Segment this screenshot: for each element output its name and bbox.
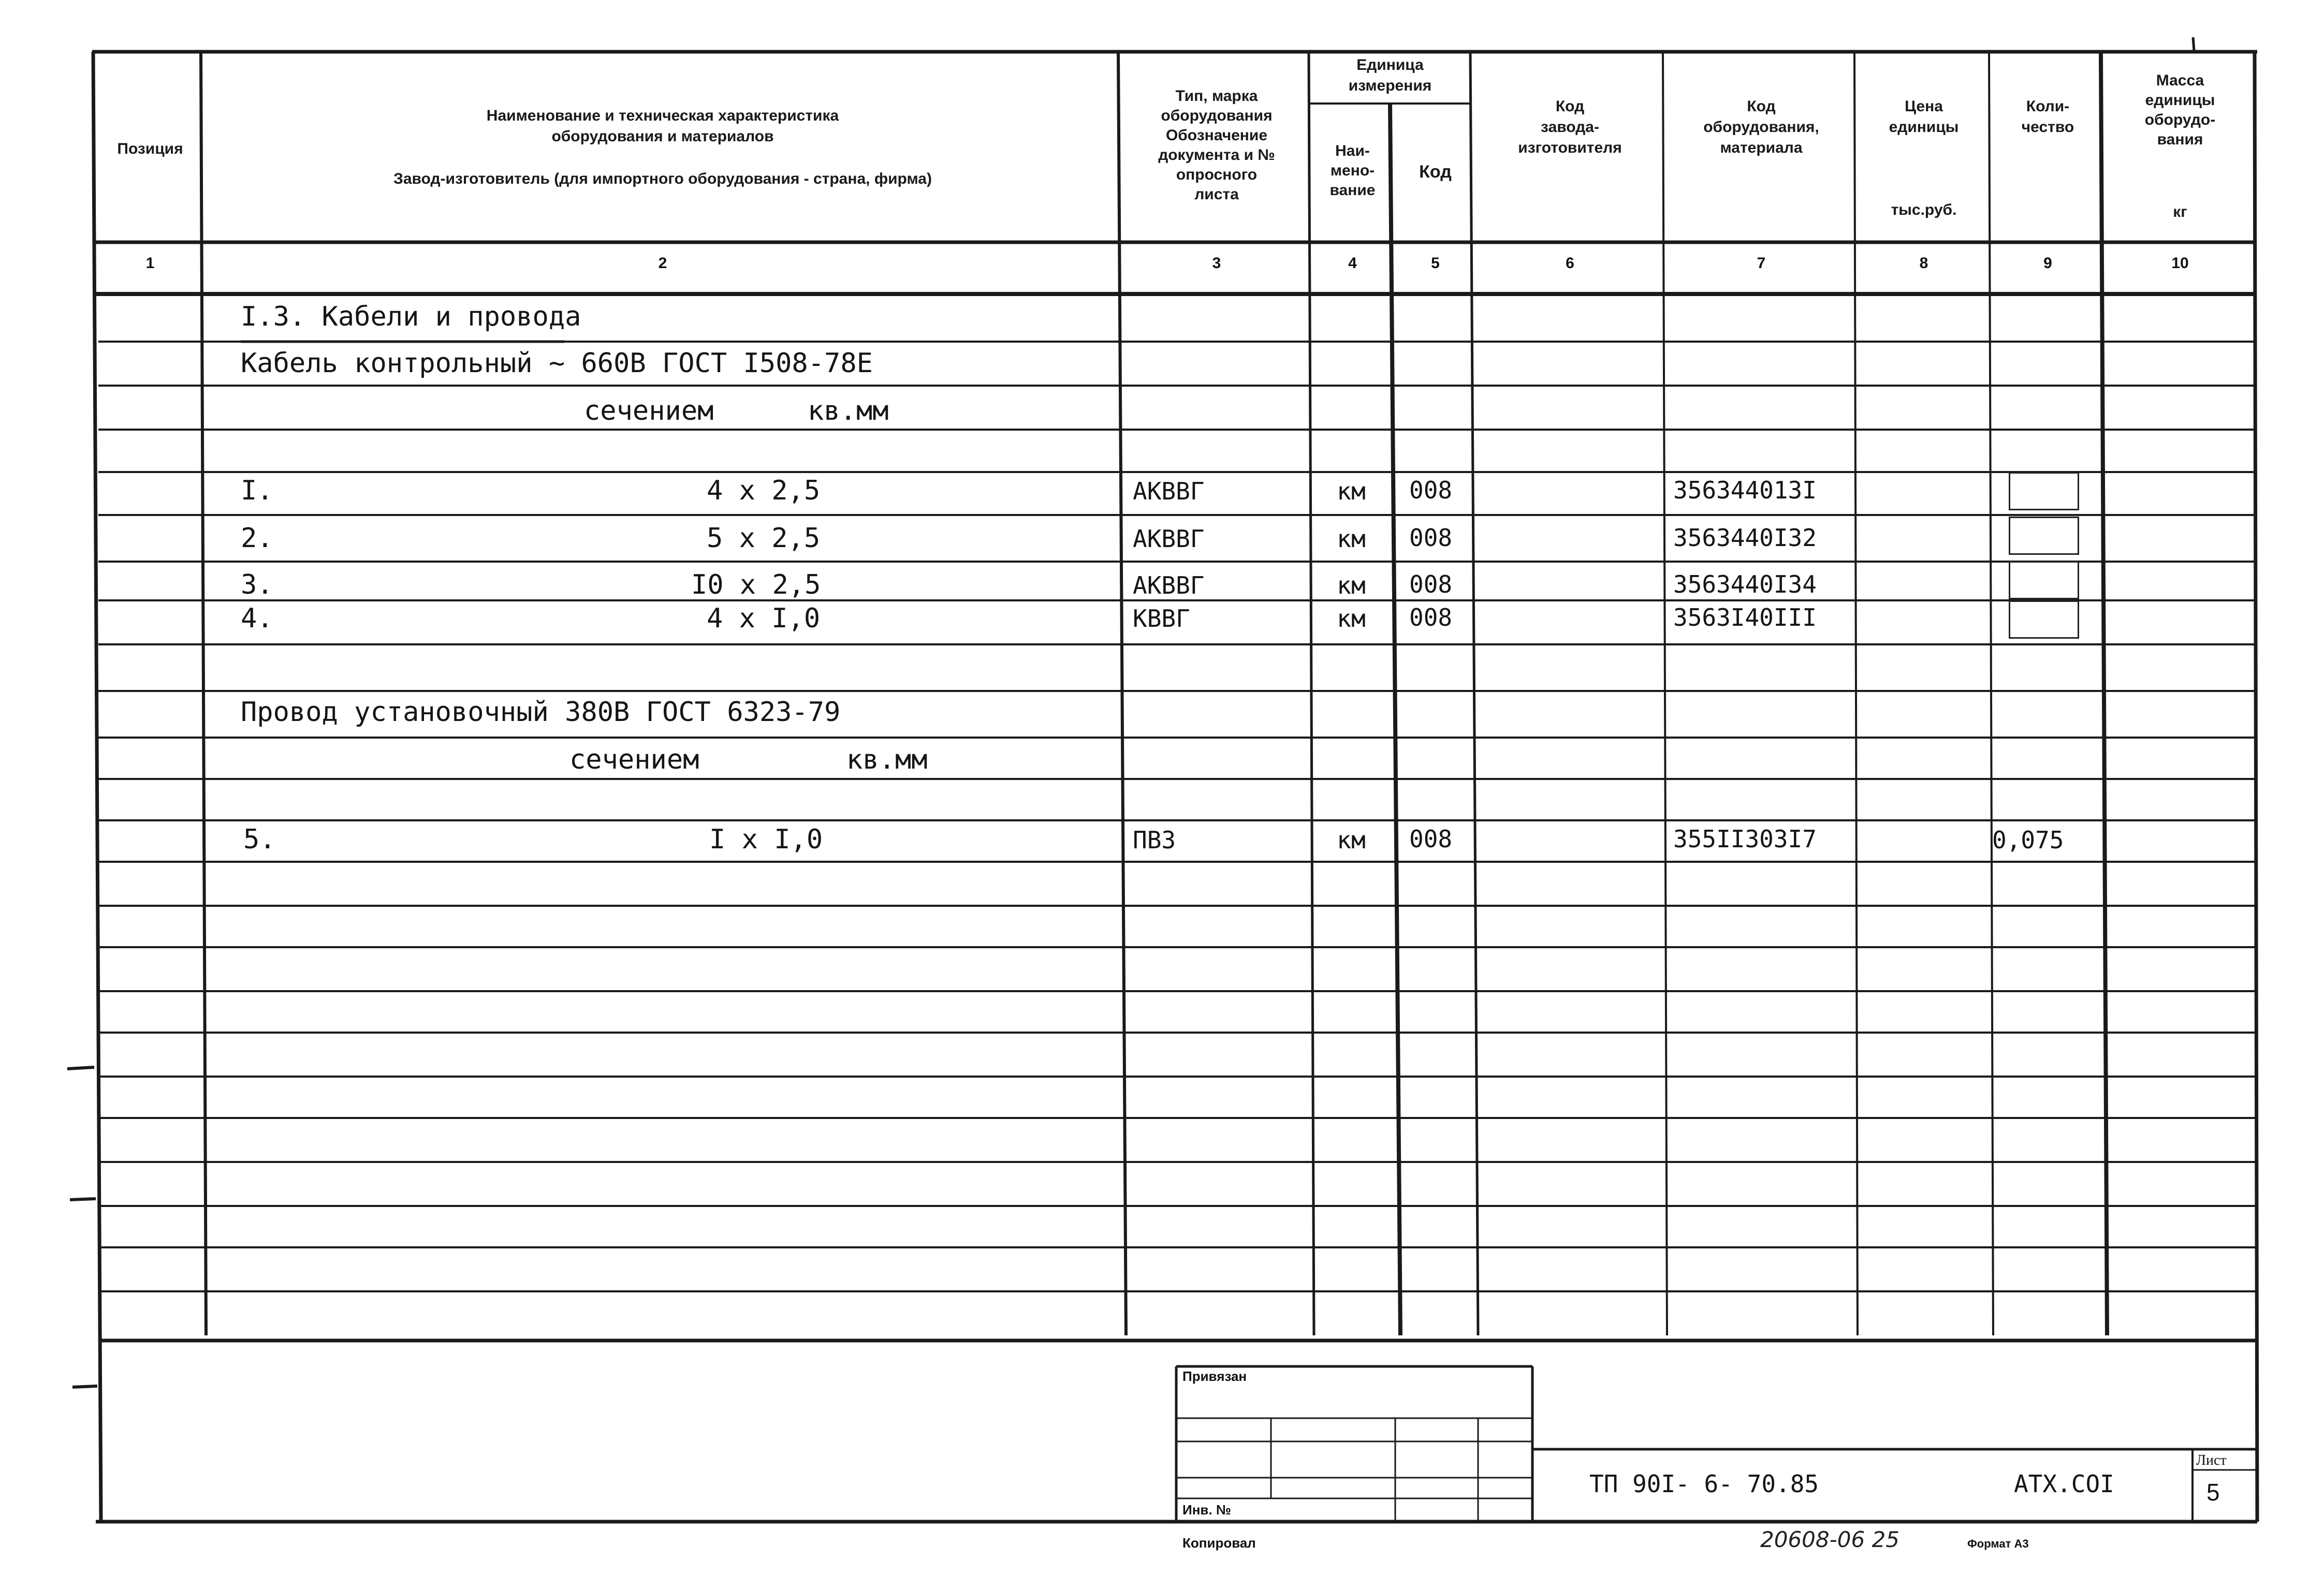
header-qty-line1: Коли- (2026, 98, 2070, 115)
header-price-line2: единицы (1889, 119, 1959, 136)
group1-title: Кабель контрольный ~ 660В ГОСТ I508-78Е (241, 348, 873, 379)
header-type-line1: Тип, марка (1175, 87, 1258, 105)
row-code: 008 (1409, 603, 1453, 631)
row-size: I x I,0 (709, 824, 823, 855)
row-material-code: 355II303I7 (1673, 825, 1817, 853)
stamp-inventory-label: Инв. № (1182, 1502, 1231, 1518)
stamp-copied-label: Копировал (1182, 1535, 1256, 1551)
archive-number: 20608-06 25 (1760, 1527, 1900, 1552)
header-position: Позиция (117, 140, 183, 157)
row-size: 4 x I,0 (707, 603, 821, 634)
row-material-code: 3563440I32 (1673, 524, 1817, 552)
header-name-line2: оборудования и материалов (551, 128, 774, 145)
section-title: I.3. Кабели и провода (241, 301, 581, 332)
header-factory-line3: изготовителя (1518, 139, 1622, 156)
row-type: АКВВГ (1133, 477, 1205, 505)
group2-title: Провод установочный 380В ГОСТ 6323-79 (241, 697, 841, 728)
header-type-line2: оборудования (1161, 107, 1273, 124)
header-type-line6: листа (1194, 186, 1239, 203)
header-type-line3: Обозначение (1165, 127, 1268, 144)
header-unit-line2: измерения (1348, 77, 1432, 94)
column-number-2: 2 (658, 255, 667, 272)
header-unit-code: Код (1419, 162, 1452, 182)
header-mass-line3: оборудо- (2144, 111, 2216, 128)
row-position: 3. (241, 569, 273, 600)
row-type: АКВВГ (1133, 525, 1205, 553)
row-size: I0 x 2,5 (691, 569, 821, 600)
quantity-box (2009, 472, 2079, 510)
header-price-line1: Цена (1905, 98, 1943, 115)
column-number-1: 1 (145, 255, 155, 272)
header-price-line3: тыс.руб. (1891, 201, 1957, 218)
row-size: 5 x 2,5 (707, 523, 821, 554)
column-number-6: 6 (1566, 255, 1574, 272)
group1-unit: кв.мм (808, 395, 889, 426)
row-unit: км (1337, 477, 1366, 505)
row-code: 008 (1409, 570, 1453, 598)
group1-subtitle: сечением (584, 395, 714, 426)
row-unit: км (1337, 605, 1366, 632)
column-number-3: 3 (1212, 255, 1221, 272)
row-quantity: 0,075 (1992, 826, 2064, 854)
row-code: 008 (1409, 825, 1453, 853)
header-unit-name-line1: Наи- (1335, 142, 1370, 159)
format-label: Формат А3 (1967, 1537, 2029, 1550)
header-mass-line4: вания (2157, 131, 2203, 148)
group2-unit: кв.мм (846, 744, 928, 775)
header-unit-line1: Единица (1356, 56, 1424, 73)
document-suffix: АТХ.СОI (2014, 1470, 2114, 1498)
quantity-box (2009, 600, 2079, 639)
row-code: 008 (1409, 524, 1453, 552)
header-type-line5: опросного (1176, 166, 1258, 183)
header-material-line3: материала (1720, 139, 1803, 156)
row-type: АКВВГ (1133, 571, 1205, 599)
stamp-attached-label: Привязан (1182, 1368, 1247, 1384)
row-position: I. (241, 475, 273, 506)
header-mass-line2: единицы (2145, 92, 2215, 109)
quantity-box (2009, 517, 2079, 555)
header-mass-line1: Масса (2156, 72, 2204, 89)
row-unit: км (1337, 525, 1366, 553)
column-number-8: 8 (1919, 255, 1928, 272)
header-qty-line2: чество (2021, 119, 2074, 136)
header-name-line3: Завод-изготовитель (для импортного оборудования - страна, фирма) (393, 170, 932, 187)
row-material-code: 356344013I (1673, 476, 1817, 504)
row-type: ПВЗ (1133, 826, 1176, 854)
header-name-line1: Наименование и техническая характеристика (486, 107, 839, 124)
row-size: 4 x 2,5 (707, 475, 821, 506)
header-material-line1: Код (1747, 98, 1776, 115)
row-code: 008 (1409, 476, 1453, 504)
column-number-9: 9 (2043, 255, 2052, 272)
row-position: 4. (241, 603, 273, 634)
header-unit-name-line3: вание (1329, 182, 1376, 199)
row-type: КВВГ (1133, 605, 1190, 632)
header-unit-name-line2: мено- (1330, 162, 1375, 179)
row-unit: км (1337, 826, 1366, 854)
header-type-line4: документа и № (1158, 146, 1275, 164)
header-factory-line1: Код (1555, 98, 1585, 115)
column-number-4: 4 (1348, 255, 1357, 272)
document-code: ТП 90I- 6- 70.85 (1589, 1470, 1819, 1498)
sheet-number: 5 (2206, 1479, 2220, 1506)
row-position: 5. (243, 824, 276, 855)
row-material-code: 3563I40III (1673, 603, 1817, 631)
row-material-code: 3563440I34 (1673, 570, 1817, 598)
column-number-10: 10 (2171, 255, 2189, 272)
header-factory-line2: завода- (1541, 119, 1599, 136)
column-number-5: 5 (1431, 255, 1440, 272)
header-material-line2: оборудования, (1703, 119, 1819, 136)
quantity-box (2009, 561, 2079, 599)
group2-subtitle: сечением (569, 744, 699, 775)
sheet-label: Лист (2196, 1452, 2227, 1468)
row-position: 2. (241, 523, 273, 554)
header-mass-line5: кг (2173, 203, 2187, 220)
column-number-7: 7 (1757, 255, 1766, 272)
row-unit: км (1337, 571, 1366, 599)
